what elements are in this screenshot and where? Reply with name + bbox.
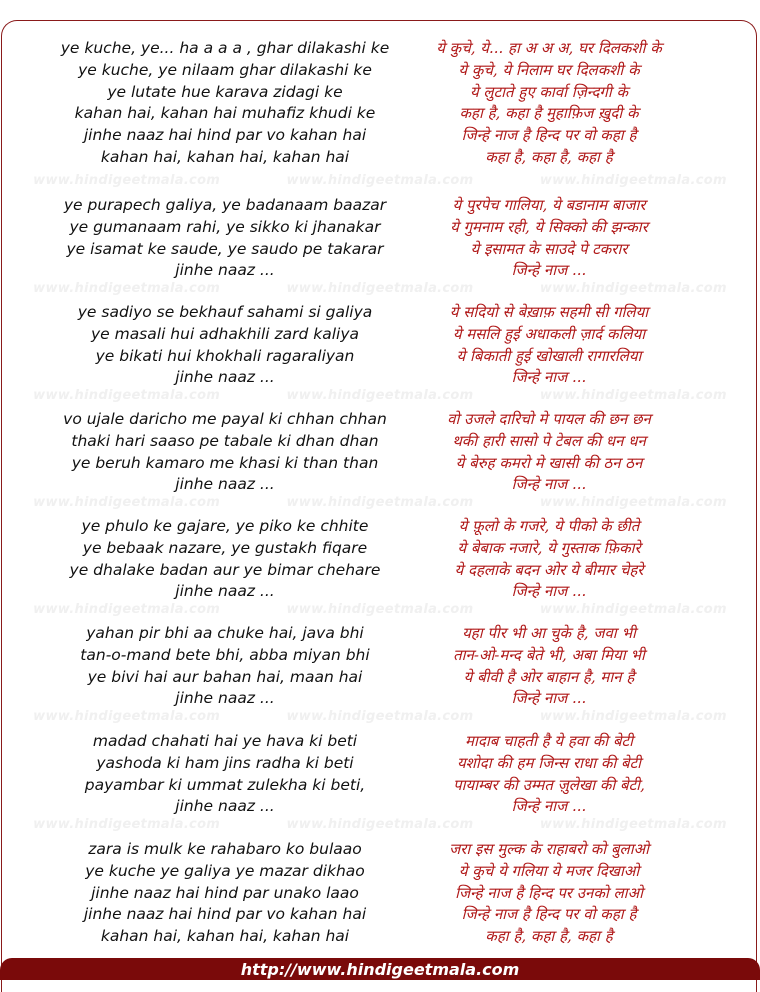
lyrics-english-column — [40, 38, 410, 169]
lyric-line-english: ye kuche, ye... ha a a a , ghar dilakashi ke — [60, 39, 390, 57]
lyric-line-hindi: पायाम्बर की उम्मत ज़ुलेखा की बेटी, — [453, 775, 645, 794]
lyrics-hindi-column — [404, 731, 694, 818]
lyrics-hindi-column — [404, 195, 694, 282]
watermark-text: www.hindigeetmala.com — [539, 172, 727, 188]
watermark-text: www.hindigeetmala.com — [286, 387, 474, 403]
lyric-line-hindi: जिन्हे नाज ... — [511, 368, 587, 387]
lyric-line-hindi: कहा है, कहा है, कहा है — [485, 927, 613, 946]
lyric-line-english: jinhe naaz ... — [175, 797, 275, 816]
lyric-line-english: jinhe naaz hai hind par unako laao — [91, 883, 359, 902]
watermark-text: www.hindigeetmala.com — [286, 708, 474, 724]
lyric-line-english: payambar ki ummat zulekha ki beti, — [84, 775, 366, 794]
lyric-line-hindi: जरा इस मुल्क के राहाबरो को बुलाओ — [449, 840, 649, 858]
watermark-text: www.hindigeetmala.com — [539, 601, 727, 617]
watermark-text: www.hindigeetmala.com — [33, 172, 221, 188]
lyric-line-english: ye lutate hue karava zidagi ke — [107, 82, 343, 101]
lyric-line-english: zara is mulk ke rahabaro ko bulaao — [88, 840, 362, 858]
lyric-line-english: yahan pir bhi aa chuke hai, java bhi — [86, 624, 364, 642]
watermark-text: www.hindigeetmala.com — [33, 816, 221, 832]
lyric-line-hindi: यशोदा की हम जिन्स राधा की बेटी — [456, 753, 642, 772]
lyric-line-english: jinhe naaz ... — [175, 475, 275, 494]
watermark-text: www.hindigeetmala.com — [33, 494, 221, 510]
watermark-text: www.hindigeetmala.com — [33, 387, 221, 403]
watermark-text: www.hindigeetmala.com — [33, 601, 221, 617]
lyric-line-english: jinhe naaz ... — [175, 689, 275, 708]
lyric-line-hindi: जिन्हे नाज ... — [511, 475, 587, 494]
lyric-line-hindi: ये इसामत के साउदे पे टकरार — [470, 239, 628, 258]
lyric-line-hindi: जिन्हे नाज ... — [511, 689, 587, 708]
lyric-line-hindi: ये बिकाती हुई खोखाली रागारलिया — [456, 346, 642, 365]
lyric-line-hindi: यहा पीर भी आ चुके है, जवा भी — [462, 624, 636, 642]
lyric-line-hindi: ये कुचे, ये... हा अ अ अ, घर दिलकशी के — [436, 39, 662, 57]
lyric-line-hindi: जिन्हे नाज है हिन्द पर वो कहा है — [461, 905, 637, 924]
lyrics-english-column — [40, 516, 410, 603]
lyric-line-english: ye bivi hai aur bahan hai, maan hai — [87, 667, 363, 686]
lyric-line-hindi: ये बीवी है ओर बाहान है, मान है — [463, 667, 635, 686]
lyric-line-english: ye dhalake badan aur ye bimar chehare — [69, 560, 381, 579]
lyrics-hindi-column — [404, 302, 694, 389]
footer-link[interactable]: http://www.hindigeetmala.com — [240, 959, 520, 979]
lyric-line-hindi: ये लुटाते हुए कार्वा ज़िन्दगी के — [469, 82, 629, 101]
lyrics-english-column — [40, 302, 410, 389]
watermark-text: www.hindigeetmala.com — [539, 494, 727, 510]
lyric-line-english: ye kuche, ye nilaam ghar dilakashi ke — [78, 60, 372, 79]
lyrics-hindi-column — [404, 38, 694, 169]
watermark-text: www.hindigeetmala.com — [286, 280, 474, 296]
lyric-line-hindi: जिन्हे नाज ... — [511, 261, 587, 280]
lyric-line-english: ye bikati hui khokhali ragaraliyan — [95, 346, 355, 365]
lyric-line-english: ye phulo ke gajare, ye piko ke chhite — [81, 517, 369, 535]
lyric-line-english: tan-o-mand bete bhi, abba miyan bhi — [80, 645, 370, 664]
lyric-line-hindi: ये फ़ूलो के गजरे, ये पीको के छीते — [458, 517, 640, 535]
lyrics-english-column — [40, 409, 410, 496]
lyric-line-hindi: ये दहलाके बदन ओर ये बीमार चेहरे — [454, 560, 644, 579]
lyric-line-english: yashoda ki ham jins radha ki beti — [96, 753, 354, 772]
lyric-line-hindi: वो उजले दारिचो मे पायल की छन छन — [447, 410, 651, 428]
lyric-line-hindi: मादाब चाहती है ये हवा की बेटी — [465, 732, 633, 750]
lyric-line-english: jinhe naaz hai hind par vo kahan hai — [83, 126, 367, 145]
lyric-line-hindi: ये कुचे, ये निलाम घर दिलकशी के — [458, 60, 640, 79]
lyrics-english-column — [40, 731, 410, 818]
lyric-line-hindi: ये कुचे ये गलिया ये मजर दिखाओ — [458, 861, 640, 880]
watermark-text: www.hindigeetmala.com — [539, 816, 727, 832]
watermark-text: www.hindigeetmala.com — [33, 280, 221, 296]
lyric-line-english: jinhe naaz ... — [175, 368, 275, 387]
watermark-text: www.hindigeetmala.com — [286, 601, 474, 617]
lyric-line-english: jinhe naaz hai hind par vo kahan hai — [83, 905, 367, 924]
lyrics-english-column — [40, 195, 410, 282]
lyric-line-english: madad chahati hai ye hava ki beti — [92, 732, 358, 750]
lyrics-hindi-column — [404, 623, 694, 710]
lyric-line-hindi: ये बेरुह कमरो मे खासी की ठन ठन — [455, 453, 643, 472]
lyric-line-hindi: कहा है, कहा है मुहाफ़िज ख़ुदी के — [459, 104, 639, 123]
lyric-line-hindi: ये सदियो से बेख़ाफ़ सहमी सी गलिया — [449, 303, 649, 321]
lyrics-english-column — [40, 623, 410, 710]
watermark-row — [0, 169, 760, 191]
lyric-line-english: ye isamat ke saude, ye saudo pe takarar — [66, 239, 384, 258]
lyric-line-hindi: ये पुरपेच गालिया, ये बडानाम बाजार — [452, 196, 646, 214]
lyric-line-hindi: जिन्हे नाज ... — [511, 582, 587, 601]
watermark-text: www.hindigeetmala.com — [539, 387, 727, 403]
lyrics-hindi-column — [404, 409, 694, 496]
lyric-line-english: ye sadiyo se bekhauf sahami si galiya — [77, 303, 373, 321]
lyric-line-english: kahan hai, kahan hai muhafiz khudi ke — [74, 104, 376, 123]
lyric-line-hindi: जिन्हे नाज ... — [511, 797, 587, 816]
footer-bar — [0, 958, 760, 980]
lyric-line-english: ye gumanaam rahi, ye sikko ki jhanakar — [69, 217, 381, 236]
lyric-line-english: ye kuche ye galiya ye mazar dikhao — [85, 861, 365, 880]
lyric-line-hindi: ये मसलि हुई अधाकली ज़ार्द कलिया — [452, 324, 646, 343]
lyric-line-hindi: जिन्हे नाज है हिन्द पर वो कहा है — [461, 126, 637, 145]
lyric-line-english: ye purapech galiya, ye badanaam baazar — [63, 196, 387, 214]
watermark-text: www.hindigeetmala.com — [539, 708, 727, 724]
lyric-line-hindi: ये बेबाक नजारे, ये गुस्ताक फ़िकारे — [457, 538, 641, 557]
lyric-line-english: jinhe naaz ... — [175, 261, 275, 280]
lyric-line-english: jinhe naaz ... — [175, 582, 275, 601]
watermark-text: www.hindigeetmala.com — [539, 280, 727, 296]
lyric-line-hindi: ये गुमनाम रही, ये सिक्को की झन्कार — [450, 217, 648, 236]
watermark-text: www.hindigeetmala.com — [286, 172, 474, 188]
lyric-line-english: kahan hai, kahan hai, kahan hai — [100, 927, 350, 946]
lyric-line-english: kahan hai, kahan hai, kahan hai — [100, 147, 350, 166]
lyric-line-english: ye masali hui adhakhili zard kaliya — [90, 324, 360, 343]
lyric-line-english: ye bebaak nazare, ye gustakh fiqare — [82, 538, 368, 557]
lyrics-english-column — [40, 839, 410, 948]
lyrics-hindi-column — [404, 839, 694, 948]
lyric-line-hindi: जिन्हे नाज है हिन्द पर उनको लाओ — [455, 883, 643, 902]
lyric-line-english: ye beruh kamaro me khasi ki than than — [71, 453, 379, 472]
lyric-line-hindi: थकी हारी सासो पे टेबल की धन धन — [452, 431, 646, 450]
watermark-text: www.hindigeetmala.com — [33, 708, 221, 724]
lyrics-hindi-column — [404, 516, 694, 603]
lyric-line-hindi: कहा है, कहा है, कहा है — [485, 147, 613, 166]
watermark-text: www.hindigeetmala.com — [286, 816, 474, 832]
lyric-line-english: vo ujale daricho me payal ki chhan chhan — [63, 410, 387, 428]
watermark-text: www.hindigeetmala.com — [286, 494, 474, 510]
lyric-line-english: thaki hari saaso pe tabale ki dhan dhan — [71, 431, 379, 450]
lyric-line-hindi: तान-ओ-मन्द बेते भी, अबा मिया भी — [453, 645, 645, 664]
